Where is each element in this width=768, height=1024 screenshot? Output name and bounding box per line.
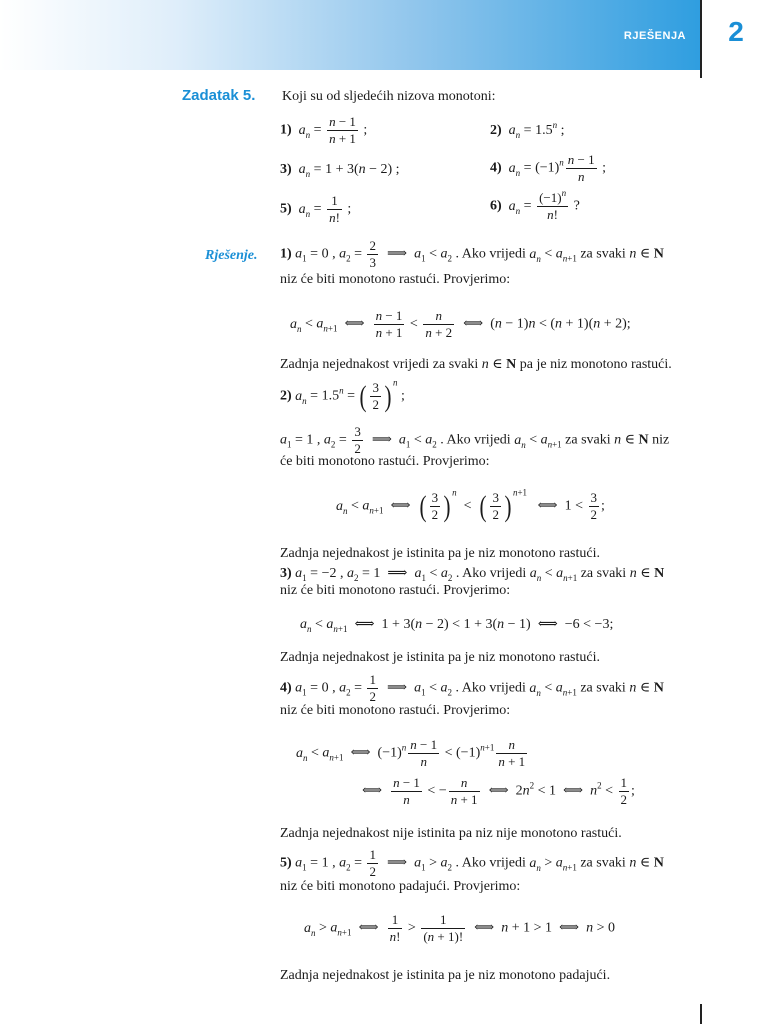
header-bar xyxy=(0,0,700,70)
section-label: RJEŠENJA xyxy=(623,30,686,42)
sol-2-line2: $a_1 = 1$ , $a_2$ = $\frac{3}{2}$ ⟹ $a_1 < a_2$ . Ako vrijedi $a_n < a_{n+1}$ za svaki n ∈ N niz xyxy=(280,424,670,456)
item-3: 3) $a_n = 1 + 3(n - 2)$ ; xyxy=(280,162,400,179)
sol-4-line1: 4) $a_1 = 0$ , $a_2$ = $\frac{1}{2}$ ⟹ $a_1 < a_2$ . Ako vrijedi $a_n < a_{n+1}$ za svaki n ∈ N xyxy=(280,672,664,704)
margin-rule-top xyxy=(700,0,702,78)
sol-1-equation: $a_n < a_{n+1}$ ⟺ $\frac{n - 1}{n + 1}$ < $\frac{n}{n + 2}$ ⟺ (n − 1)n < (n + 1)(n + 2); xyxy=(290,308,631,340)
sol-4-conclusion: Zadnja nejednakost nije istinita pa niz nije monotono rastući. xyxy=(280,826,622,841)
sol-1-conclusion: Zadnja nejednakost vrijedi za svaki n ∈ N pa je niz monotono rastući. xyxy=(280,357,672,372)
sol-3-line1: 3) $a_1 = -2$ , $a_2 = 1$ ⟹ $a_1 < a_2$ . Ako vrijedi $a_n < a_{n+1}$ za svaki n ∈ N xyxy=(280,566,665,583)
task-prompt: Koji su od sljedećih nizova monotoni: xyxy=(282,89,496,104)
sol-4-line2: niz će biti monotono rastući. Provjerimo: xyxy=(280,703,511,718)
item-5: 5) $a_n$ = $\frac{1}{n!}$ ; xyxy=(280,193,352,225)
sol-5-line2: niz će biti monotono padajući. Provjerimo: xyxy=(280,879,521,894)
chapter-number: 2 xyxy=(728,16,744,47)
sol-3-line2: niz će biti monotono rastući. Provjerimo: xyxy=(280,583,511,598)
sol-2-line3: će biti monotono rastući. Provjerimo: xyxy=(280,454,490,469)
sol-4-equation-a: $a_n < a_{n+1}$ ⟺ $(-1)^n$ $\frac{n - 1}{n}$ < $(-1)^{n+1}$ $\frac{n}{n + 1}$ xyxy=(296,737,526,769)
item-1: 1) $a_n$ = $\frac{n - 1}{n + 1}$ ; xyxy=(280,114,368,146)
sol-2-line1: 2) $a_n = 1.5^n$ = ( $\frac{3}{2}$ ) $^n$ ; xyxy=(280,377,405,413)
item-6: 6) $a_n$ = $\frac{(-1)^n}{n!}$ ? xyxy=(490,188,580,222)
sol-5-line1: 5) $a_1 = 1$ , $a_2$ = $\frac{1}{2}$ ⟹ $a_1 > a_2$ . Ako vrijedi $a_n > a_{n+1}$ za svaki n ∈ N xyxy=(280,847,664,879)
item-4: 4) $a_n = (-1)^n$ $\frac{n - 1}{n}$ ; xyxy=(490,152,607,184)
sol-5-equation: $a_n > a_{n+1}$ ⟺ $\frac{1}{n!}$ > $\frac{1}{(n + 1)!}$ ⟺ n + 1 > 1 ⟺ n > 0 xyxy=(304,912,616,944)
sol-4-equation-b: ⟺ $\frac{n - 1}{n}$ < − $\frac{n}{n + 1}$ ⟺ $2n^2 < 1$ ⟺ $n^2$ < $\frac{1}{2}$ ; xyxy=(362,775,635,807)
task-title: Zadatak 5. xyxy=(182,87,256,104)
sol-2-equation: $a_n < a_{n+1}$ ⟺ ( $\frac{3}{2}$ ) $^n$ < ( $\frac{3}{2}$ ) $^{n+1}$ ⟺ 1 < $\frac{3}{2}$ ; xyxy=(336,487,605,523)
sol-3-equation: $a_n < a_{n+1}$ ⟺ 1 + 3(n − 2) < 1 + 3(n − 1) ⟺ −6 < −3; xyxy=(300,617,614,634)
solution-title: Rješenje. xyxy=(205,248,258,263)
sol-1-line2: niz će biti monotono rastući. Provjerimo: xyxy=(280,272,511,287)
margin-rule-bottom xyxy=(700,1004,702,1024)
sol-5-conclusion: Zadnja nejednakost je istinita pa je niz monotono padajući. xyxy=(280,968,611,983)
sol-1-line1: 1) $a_1 = 0$ , $a_2$ = $\frac{2}{3}$ ⟹ $a_1 < a_2$ . Ako vrijedi $a_n < a_{n+1}$ za svaki n ∈ N xyxy=(280,238,664,270)
sol-2-conclusion: Zadnja nejednakost je istinita pa je niz monotono rastući. xyxy=(280,546,600,561)
sol-3-conclusion: Zadnja nejednakost je istinita pa je niz monotono rastući. xyxy=(280,650,600,665)
item-2: 2) $a_n = 1.5^n$ ; xyxy=(490,120,565,140)
